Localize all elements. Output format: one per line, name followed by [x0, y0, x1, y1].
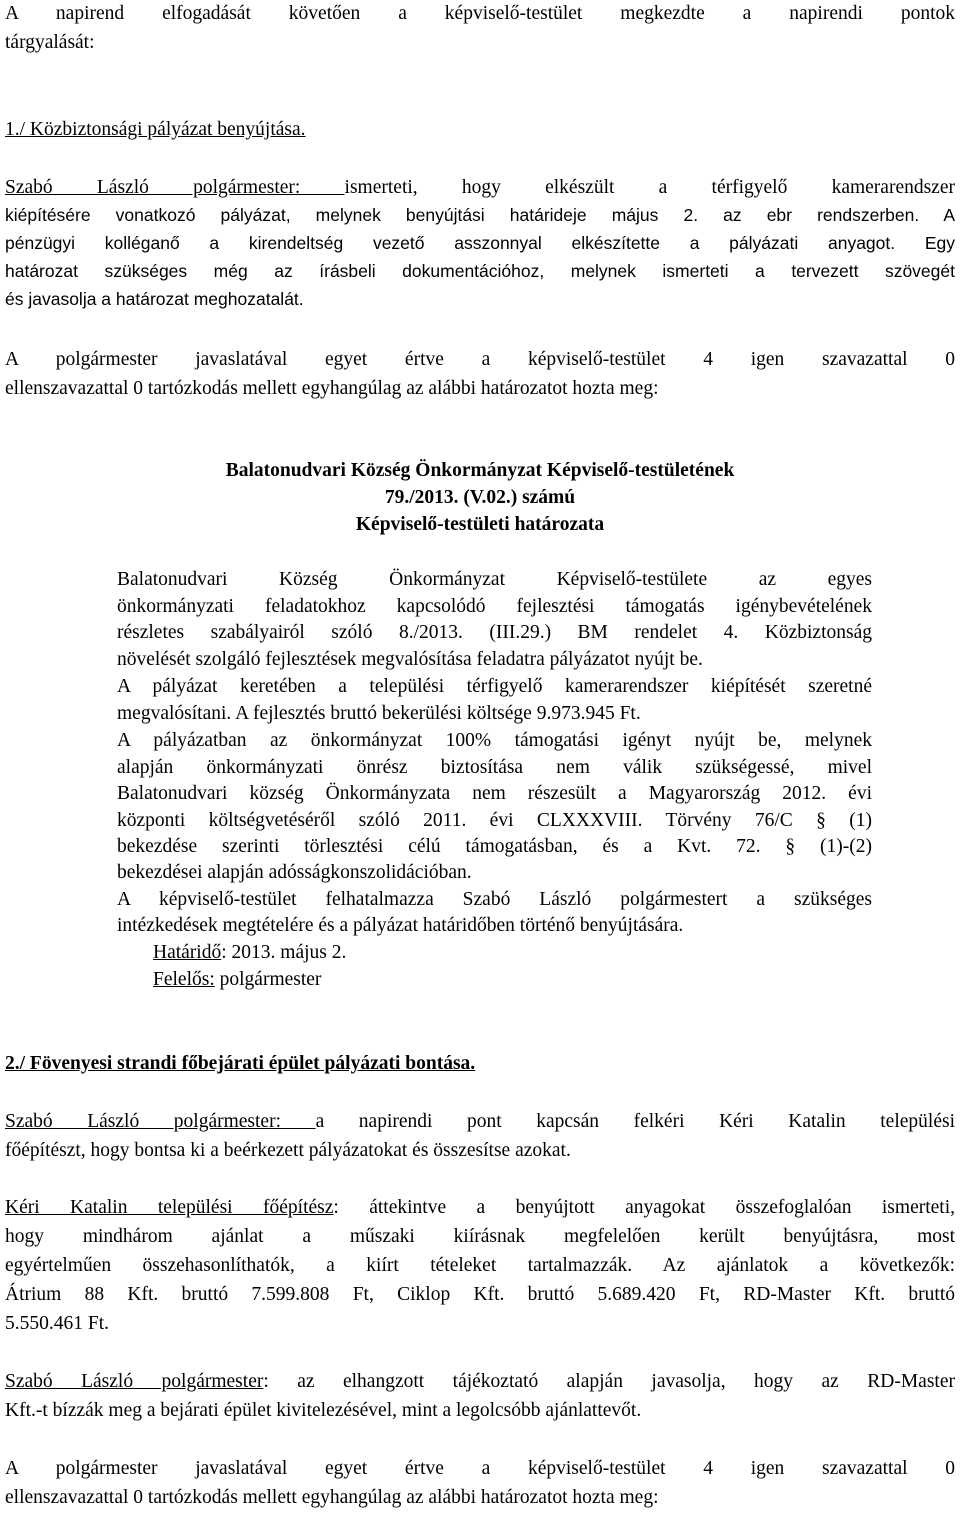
resolution-line: bekezdései alapján adósságkonszolidációban.	[117, 862, 472, 883]
deadline-label: Határidő	[153, 942, 222, 963]
item2-heading: 2./ Fövenyesi strandi főbejárati épület pályázati bontása.	[5, 1053, 476, 1074]
resolution-line: A pályázatban az önkormányzat 100% támogatási igényt nyújt be, melynek	[117, 730, 872, 751]
resolution-responsible	[153, 968, 753, 992]
resolution-title-1: Balatonudvari Község Önkormányzat Képviselő-testületének	[225, 460, 735, 481]
resolution-line: központi költségvetéséről szóló 2011. évi CLXXXVIII. Törvény 76/C § (1)	[117, 810, 872, 831]
resolution-line: A pályázat keretében a települési térfigyelő kamerarendszer kiépítését szeretné	[117, 676, 872, 697]
item1-line-1	[5, 176, 955, 200]
resolution-title-3: Képviselő-testületi határozata	[355, 514, 605, 535]
responsible-value: polgármester	[214, 969, 322, 990]
item2-p2-line-1	[5, 1196, 955, 1220]
item2-p1-line-1-text: a napirendi pont kapcsán felkéri Kéri Katalin települési	[315, 1111, 955, 1132]
resolution-line: alapján önkormányzati önrész biztosítása nem válik szükségessé, mivel	[117, 757, 872, 778]
item2-p2-speaker: Kéri Katalin települési főépítész	[5, 1197, 334, 1218]
resolution-line: intézkedések megtételére és a pályázat határidőben történő benyújtására.	[117, 915, 684, 936]
intro-line-2: tárgyalását:	[5, 32, 95, 53]
item1-vote-line-2: ellenszavazattal 0 tartózkodás mellett egyhangúlag az alábbi határozatot hozta meg:	[5, 378, 659, 399]
item2-p2-line-1-text: : áttekintve a benyújtott anyagokat összefoglalóan ismerteti,	[333, 1197, 955, 1218]
item2-p1-line-2: főépítészt, hogy bontsa ki a beérkezett pályázatokat és összesítse azokat.	[5, 1140, 571, 1161]
item1-line-3: pénzügyi kolléganő a kirendeltség vezető asszonnyal elkészítette a pályázati anyagot. Egy	[5, 233, 955, 253]
item2-p1-line-1	[5, 1110, 955, 1134]
resolution-line: megvalósítani. A fejlesztés bruttó bekerülési költsége 9.973.945 Ft.	[117, 703, 641, 724]
item1-line-5: és javasolja a határozat meghozatalát.	[5, 289, 304, 309]
item2-p2-line-2: hogy mindhárom ajánlat a műszaki kiírásnak megfelelően került benyújtásra, most	[5, 1226, 955, 1247]
item1-heading: 1./ Közbiztonsági pályázat benyújtása.	[5, 119, 306, 140]
deadline-value: : 2013. május 2.	[221, 942, 347, 963]
resolution-line: Balatonudvari Község Önkormányzat Képviselő-testülete az egyes	[117, 569, 872, 590]
item1-line-4: határozat szükséges még az írásbeli dokumentációhoz, melynek ismerteti a tervezett szövegét	[5, 261, 955, 281]
item1-speaker: Szabó László polgármester:	[5, 177, 345, 198]
intro-line-1: A napirend elfogadását követően a képviselő-testület megkezdte a napirendi pontok	[5, 3, 955, 24]
item2-p3-speaker: Szabó László polgármester	[5, 1371, 264, 1392]
item1-line-2: kiépítésére vonatkozó pályázat, melynek benyújtási határideje május 2. az ebr rendszerben. A	[5, 205, 955, 225]
resolution-line: Balatonudvari község Önkormányzata nem részesült a Magyarország 2012. évi	[117, 783, 872, 804]
item2-p3-line-2: Kft.-t bízzák meg a bejárati épület kivitelezésével, mint a legolcsóbb ajánlattevőt.	[5, 1400, 642, 1421]
resolution-line: növelését szolgáló fejlesztések megvalósítása feladatra pályázatot nyújt be.	[117, 649, 703, 670]
resolution-line: részletes szabályairól szóló 8./2013. (III.29.) BM rendelet 4. Közbiztonság	[117, 622, 872, 643]
item2-p2-line-3: egyértelműen összehasonlíthatók, a kiírt tételeket tartalmazzák. Az ajánlatok a következők:	[5, 1255, 955, 1276]
item2-p2-line-4: Átrium 88 Kft. bruttó 7.599.808 Ft, Ciklop Kft. bruttó 5.689.420 Ft, RD-Master Kft. bruttó	[5, 1284, 955, 1305]
item2-vote-line-1: A polgármester javaslatával egyet értve a képviselő-testület 4 igen szavazattal 0	[5, 1458, 955, 1479]
item1-vote-line-1: A polgármester javaslatával egyet értve a képviselő-testület 4 igen szavazattal 0	[5, 349, 955, 370]
resolution-line: A képviselő-testület felhatalmazza Szabó László polgármestert a szükséges	[117, 889, 872, 910]
item2-p3-line-1-text: : az elhangzott tájékoztató alapján javasolja, hogy az RD-Master	[263, 1371, 955, 1392]
resolution-title-2: 79./2013. (V.02.) számú	[384, 487, 576, 508]
item2-p3-line-1	[5, 1370, 955, 1394]
resolution-line: bekezdése szerinti törlesztési célú támogatásban, és a Kvt. 72. § (1)-(2)	[117, 836, 872, 857]
item2-vote-line-2: ellenszavazattal 0 tartózkodás mellett egyhangúlag az alábbi határozatot hozta meg:	[5, 1487, 659, 1508]
item2-p2-line-5: 5.550.461 Ft.	[5, 1313, 110, 1334]
item2-p1-speaker: Szabó László polgármester:	[5, 1111, 316, 1132]
responsible-label: Felelős:	[153, 969, 215, 990]
item1-line-1-text: ismerteti, hogy elkészült a térfigyelő kamerarendszer	[344, 177, 955, 198]
resolution-deadline	[153, 941, 753, 965]
resolution-line: önkormányzati feladatokhoz kapcsolódó fejlesztési támogatás igénybevételének	[117, 596, 872, 617]
